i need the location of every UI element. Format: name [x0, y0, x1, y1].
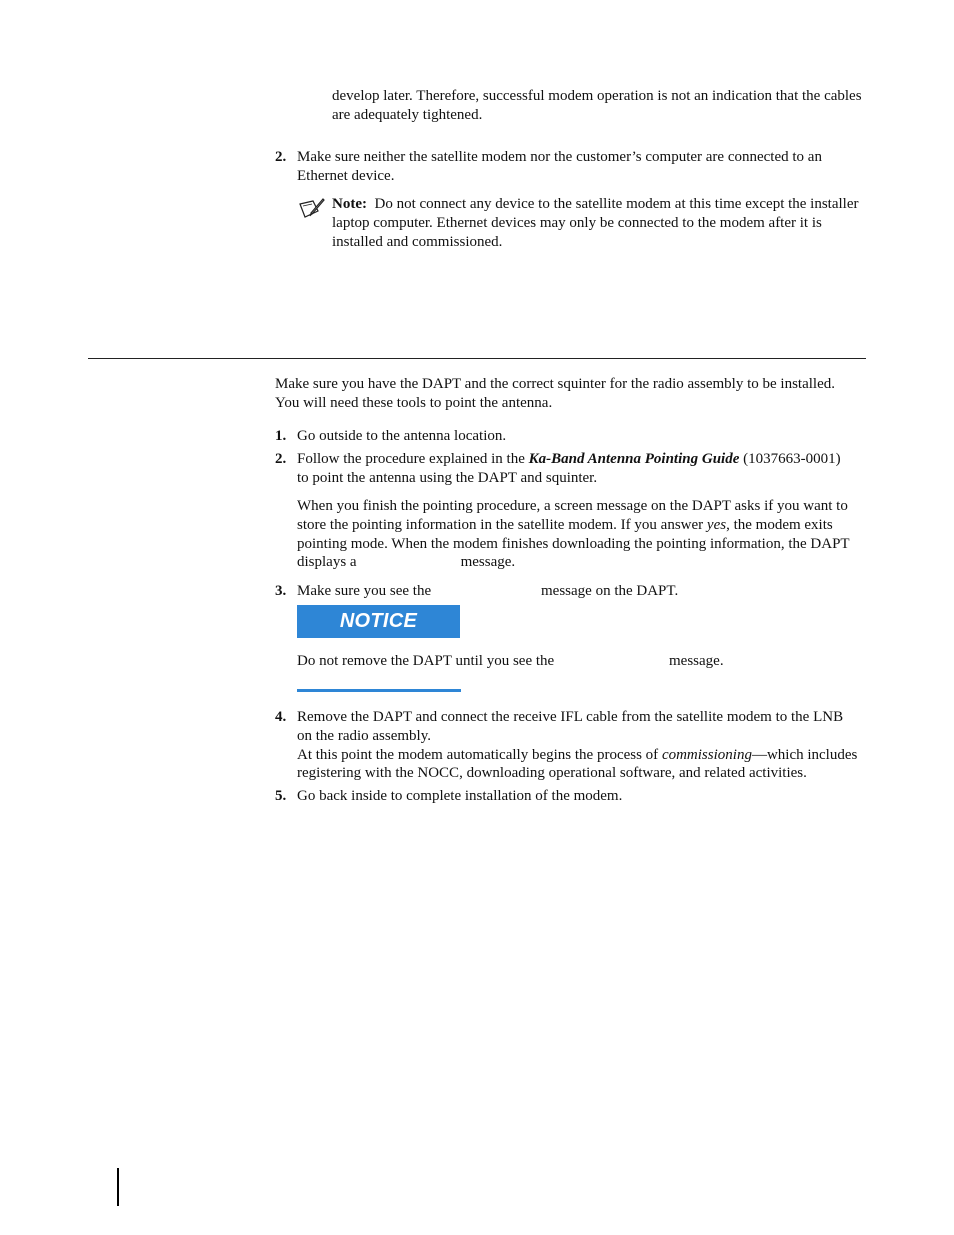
- step-line: [297, 450, 877, 469]
- step-number: 2.: [275, 149, 287, 165]
- note-label: Note:: [332, 196, 367, 212]
- step-line: registering with the NOCC, downloading operational software, and related activities.: [297, 765, 807, 782]
- intro-line: You will need these tools to point the antenna.: [275, 394, 553, 411]
- notice-divider: [297, 689, 461, 692]
- step-number: 2.: [275, 451, 287, 467]
- note-line: [332, 195, 877, 214]
- intro-line: Make sure you have the DAPT and the correct squinter for the radio assembly to be installed.: [275, 376, 835, 392]
- step-line: Remove the DAPT and connect the receive IFL cable from the satellite modem to the LNB: [297, 709, 844, 725]
- step-line: Make sure neither the satellite modem nor the customer’s computer are connected to an: [297, 149, 822, 165]
- step-text: [297, 450, 877, 488]
- step-text-span: message.: [460, 554, 516, 571]
- notice-banner: NOTICE: [297, 605, 460, 638]
- change-bar: [117, 1168, 119, 1206]
- continuation-line: are adequately tightened.: [332, 106, 483, 123]
- note-pencil-icon: [299, 197, 325, 219]
- note-line: laptop computer. Ethernet devices may only be connected to the modem after it is: [332, 214, 822, 231]
- continuation-line: develop later. Therefore, successful modem operation is not an indication that the cables: [332, 88, 862, 104]
- step-text-span: —which includes: [751, 746, 858, 763]
- step-line: pointing mode. When the modem finishes downloading the pointing information, the DAPT: [297, 535, 850, 552]
- step-text: Make sure you see the: [297, 583, 432, 599]
- section-divider: [88, 358, 866, 359]
- step-line: [297, 746, 877, 765]
- note-line: installed and commissioned.: [332, 233, 503, 250]
- intro-paragraph: [275, 375, 875, 413]
- step-text-span: , the modem exits: [726, 516, 833, 533]
- step-text: Go back inside to complete installation of the modem.: [297, 788, 623, 804]
- step-number: 4.: [275, 709, 287, 725]
- step-text-span: (1037663-0001): [739, 451, 841, 467]
- step-text-span: At this point the modem automatically begins the process of: [297, 746, 662, 763]
- step-number: 5.: [275, 788, 287, 804]
- step-line: When you finish the pointing procedure, a screen message on the DAPT asks if you want to: [297, 498, 848, 514]
- step-line: to point the antenna using the DAPT and squinter.: [297, 469, 598, 486]
- emphasis-commissioning: commissioning: [661, 746, 752, 763]
- step-text-span: store the pointing information in the satellite modem. If you answer: [297, 516, 707, 533]
- note-block: [332, 195, 877, 251]
- step-text-span: Follow the procedure explained in the: [297, 451, 529, 467]
- step-paragraph: [297, 497, 877, 572]
- notice-text: message.: [669, 653, 724, 669]
- step-number: 1.: [275, 428, 287, 444]
- step-line: Ethernet device.: [297, 167, 395, 184]
- note-text: Do not connect any device to the satellite modem at this time except the installer: [374, 196, 859, 212]
- step-text: [297, 148, 872, 186]
- step-line: [297, 553, 877, 572]
- notice-text: Do not remove the DAPT until you see the: [297, 653, 555, 669]
- continuation-paragraph: [332, 87, 872, 125]
- step-text: Go outside to the antenna location.: [297, 428, 507, 444]
- step-text: [297, 708, 877, 783]
- step-text-span: displays a: [297, 554, 357, 571]
- pointing-guide-title: Ka-Band Antenna Pointing Guide: [528, 451, 740, 467]
- step-text: message on the DAPT.: [541, 583, 679, 599]
- step-line: on the radio assembly.: [297, 727, 431, 744]
- step-line: [297, 516, 877, 535]
- emphasis-yes: yes: [706, 516, 727, 533]
- step-number: 3.: [275, 583, 287, 599]
